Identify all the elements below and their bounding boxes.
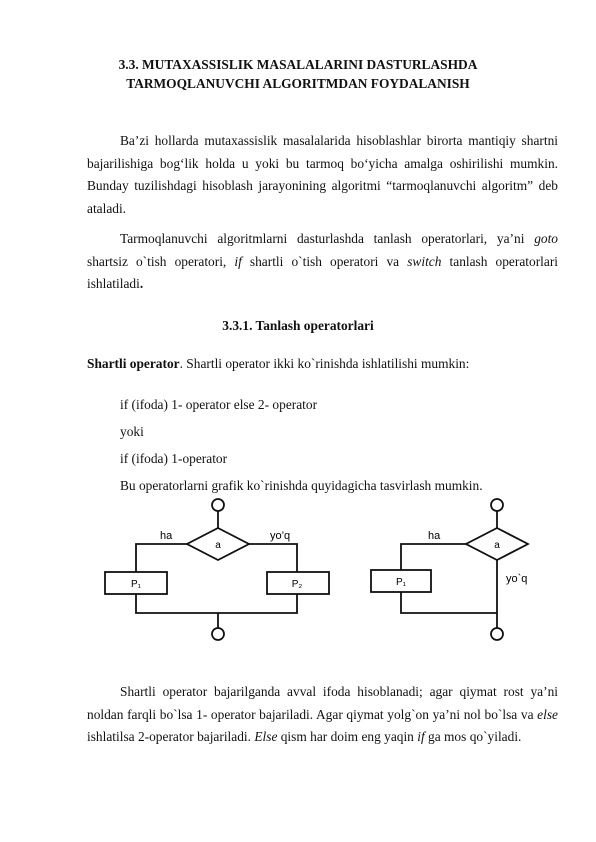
syntax-form-1: if (ifoda) 1- operator else 2- operator <box>120 397 318 412</box>
label-left-yes: ha <box>160 530 173 542</box>
subsection-heading: 3.3.1. Tanlash operatorlari <box>222 318 374 333</box>
label-left-no: yo’q <box>270 530 291 542</box>
keyword-if: if <box>234 253 242 269</box>
connector-left-merge <box>136 594 297 613</box>
paragraph-explanation-text-1: Shartli operator bajarilganda avval ifoda hisoblanadi; agar qiymat rost ya’ni noldan farqli bo`lsa 1- operator bajariladi. Agar qiymat yolg`on ya’ni nol bo`lsa va <box>87 684 558 722</box>
paragraph-explanation-text-2: ishlatilsa 2-operator bajariladi. <box>87 729 255 745</box>
keyword-switch: switch <box>407 253 442 269</box>
term-shartli-operator: Shartli operator <box>87 356 180 371</box>
end-node-right <box>491 628 503 640</box>
label-left-condition: a <box>215 540 221 551</box>
start-node-left <box>212 499 224 511</box>
syntax-or: yoki <box>120 424 144 439</box>
label-right-no: yo`q <box>506 573 528 585</box>
start-node-right <box>491 499 503 511</box>
title-line-2: TARMOQLANUVCHI ALGORITMDAN FOYDALANISH <box>126 76 470 91</box>
label-right-yes: ha <box>428 530 441 542</box>
shartli-operator-rest: . Shartli operator ikki ko`rinishda ishlatilishi mumkin: <box>179 356 470 371</box>
connector-left-yes <box>136 544 187 572</box>
paragraph-explanation-text-4: ga mos qo`yiladi. <box>424 729 522 745</box>
label-left-p2: P₂ <box>291 579 303 590</box>
paragraph-operators-text-3: shartli o`tish operatori va <box>241 253 408 269</box>
paragraph-operators-text-4: tanlash operatorlari ishlatiladi <box>87 253 558 292</box>
paragraph-operators-text-2: shartsiz o`tish operatori, <box>87 253 235 269</box>
paragraph-explanation <box>87 681 558 749</box>
connector-left-no <box>249 544 297 572</box>
paragraph-intro-text: Ba’zi hollarda mutaxassislik masalalarida hisoblashlar birorta mantiqiy shartni bajarilishiga bog‘lik holda u yoki bu tarmoq bo‘yicha amalga oshirilishi mumkin. Bunday tuzilishdagi hisoblash jarayonining algoritmi “tarmoqlanuvchi algoritm” deb ataladi. <box>87 133 558 216</box>
connector-right-yes <box>401 544 466 570</box>
keyword-if-2: if <box>417 729 425 745</box>
label-right-p1: P₁ <box>395 577 407 588</box>
syntax-form-2: if (ifoda) 1-operator <box>120 451 228 466</box>
paragraph-operators-dot: . <box>139 276 144 292</box>
connector-right-merge <box>401 592 497 613</box>
label-right-condition: a <box>494 540 500 551</box>
paragraph-operators-text-1: Tarmoqlanuvchi algoritmlarni dasturlashda tanlash operatorlari, ya’ni <box>120 231 535 246</box>
title-line-1: 3.3. MUTAXASSISLIK MASALALARINI DASTURLASHDA <box>118 57 478 72</box>
keyword-else-2: Else <box>254 729 278 745</box>
flowchart-left <box>105 499 329 640</box>
paragraph-explanation-text-3: qism har doim eng yaqin <box>277 729 418 745</box>
label-left-p1: P₁ <box>130 579 142 590</box>
keyword-goto: goto <box>534 231 558 246</box>
end-node-left <box>212 628 224 640</box>
graphic-intro: Bu operatorlarni grafik ko`rinishda quyidagicha tasvirlash mumkin. <box>120 478 483 493</box>
keyword-else: else <box>537 706 558 722</box>
flowchart-right <box>371 499 528 640</box>
